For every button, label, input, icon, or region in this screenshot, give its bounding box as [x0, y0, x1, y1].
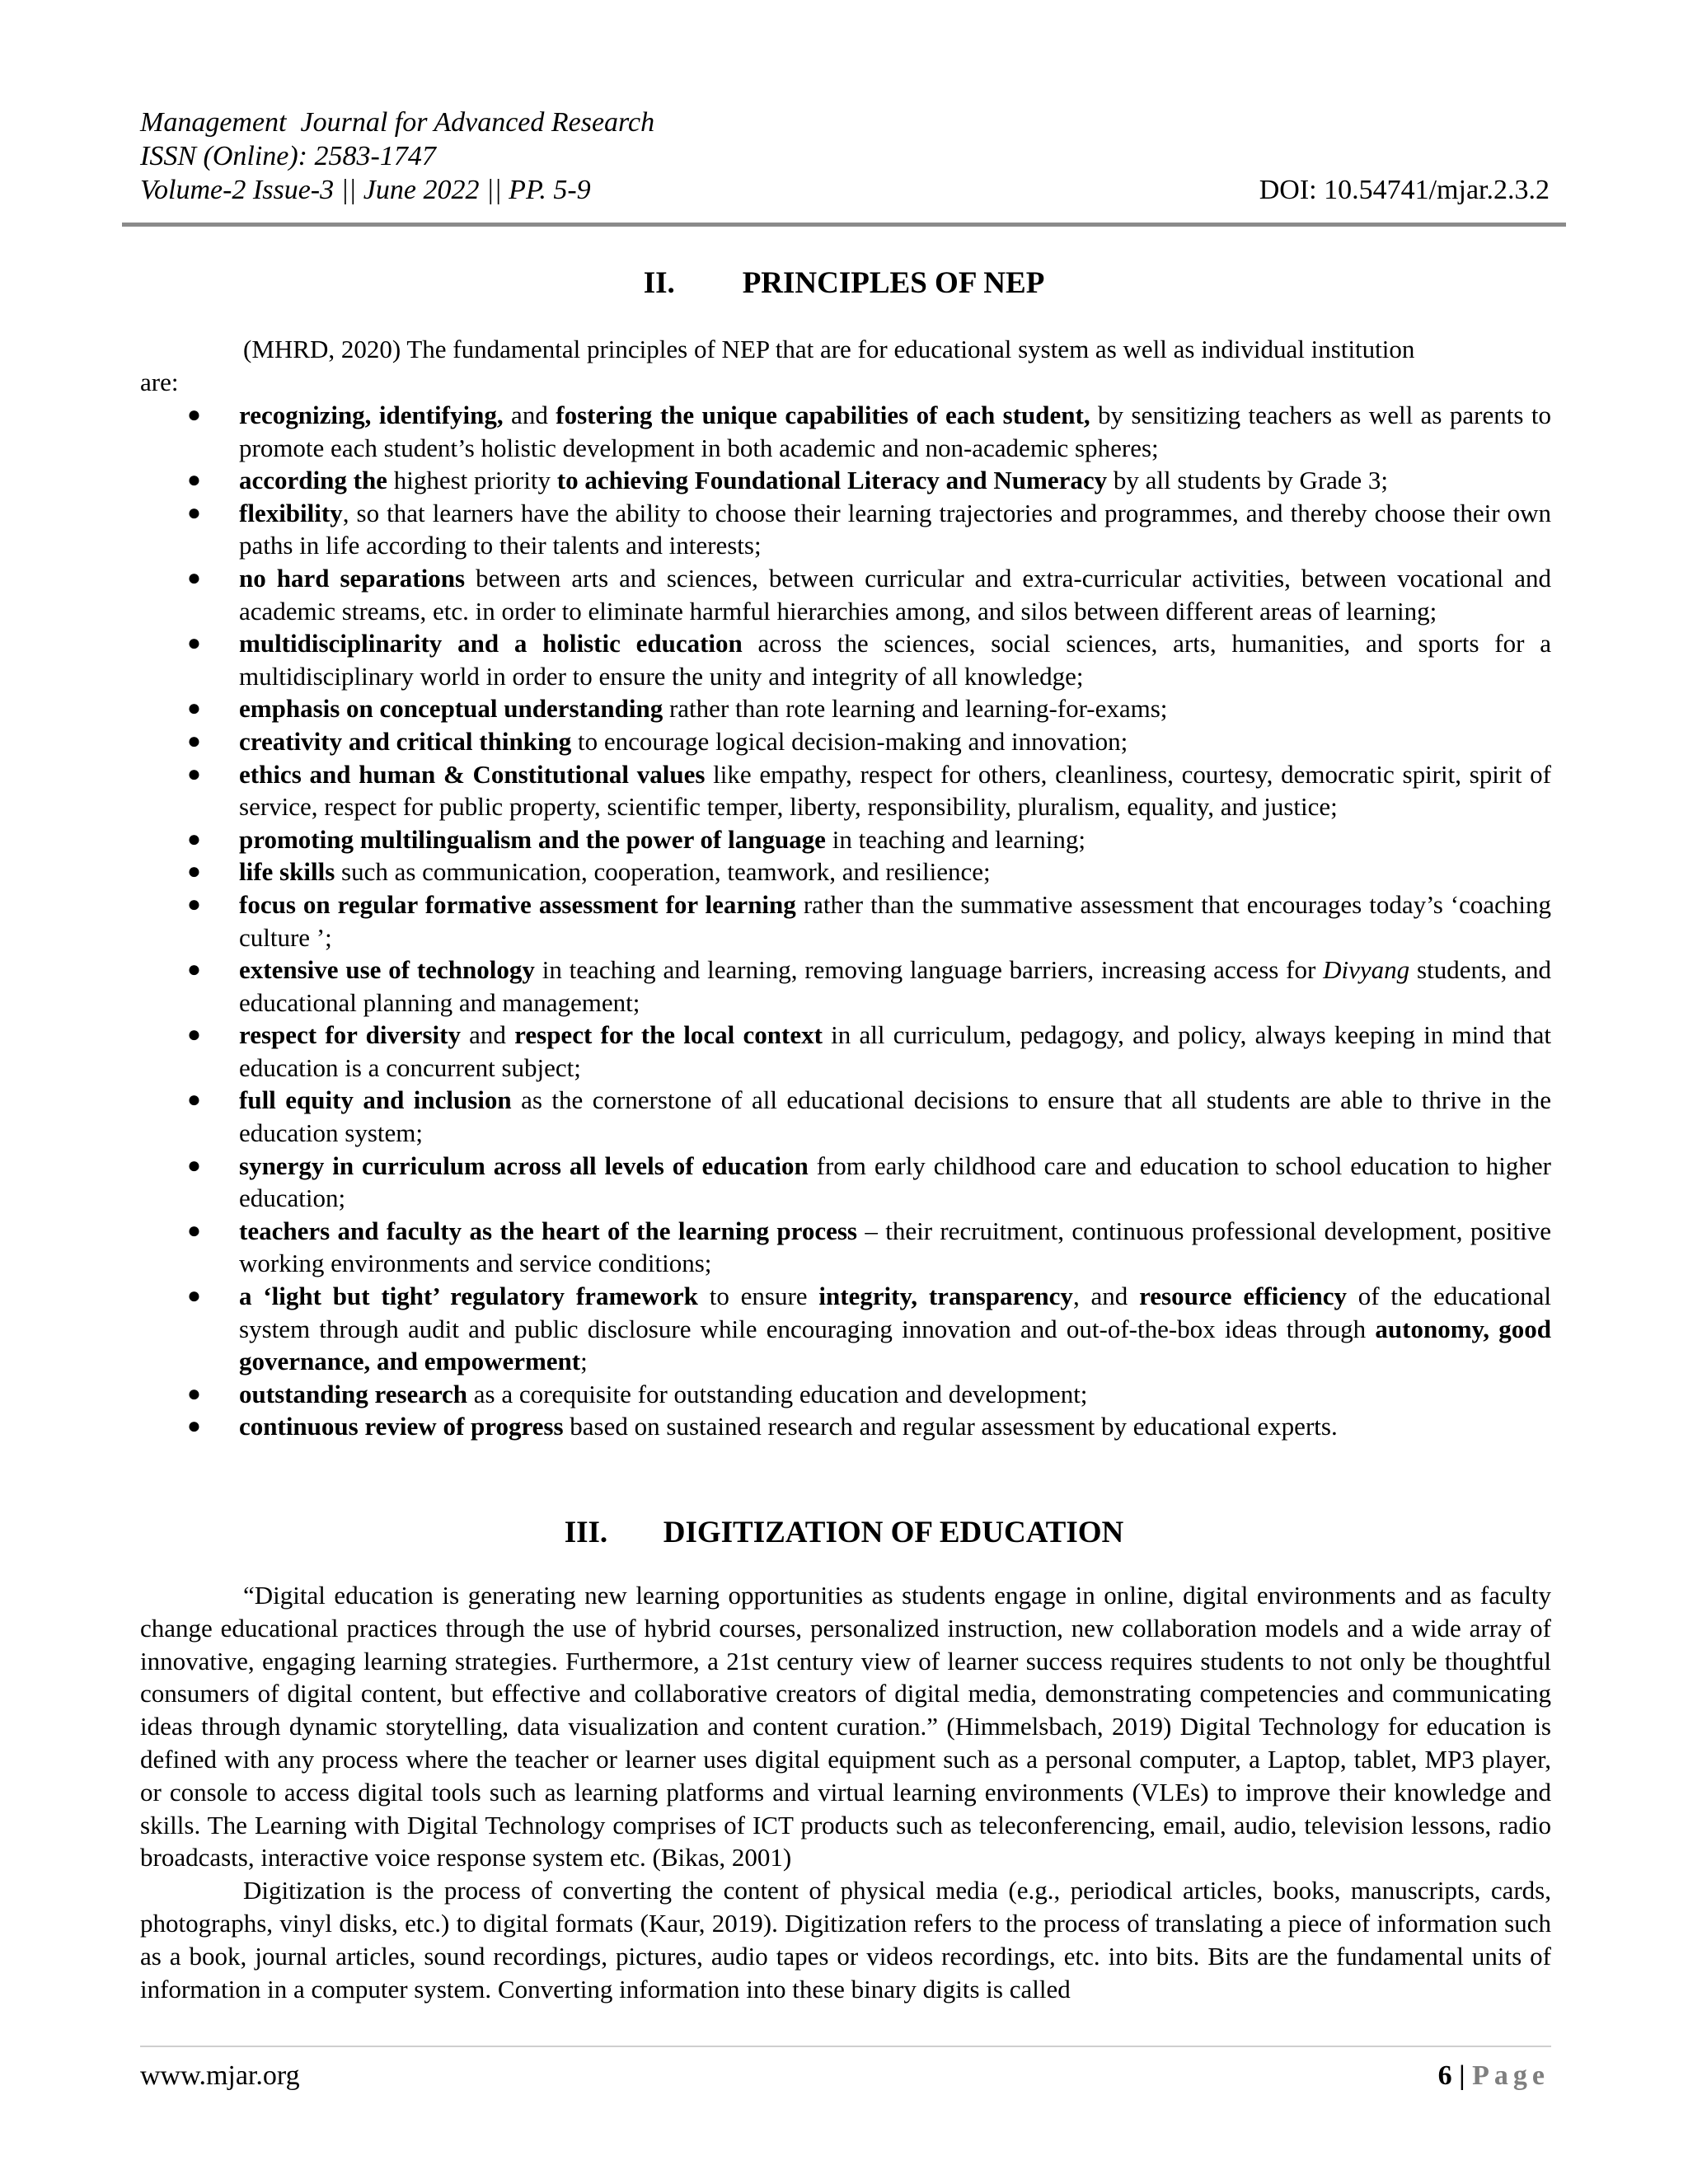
principle-item: [140, 888, 1551, 954]
principle-item: [140, 497, 1551, 562]
principle-text: creativity and critical thinking: [239, 726, 572, 756]
bullet-icon: ●: [187, 826, 201, 852]
principle-text: ;: [580, 1347, 588, 1376]
principles-list: [140, 399, 1551, 1443]
principle-item: [140, 1150, 1551, 1215]
bullet-icon: ●: [187, 1087, 201, 1113]
bullet-icon: ●: [187, 1022, 201, 1048]
principle-item: [140, 954, 1551, 1019]
bullet-icon: ●: [187, 1283, 201, 1310]
principle-text: , so that learners have the ability to choose their learning trajectories and programmes, and thereby choose their own paths in life according to their talents and interests;: [239, 498, 1551, 560]
bullet-icon: ●: [187, 467, 201, 494]
page-word: Page: [1472, 2060, 1550, 2091]
principle-text: such as communication, cooperation, teamwork, and resilience;: [335, 857, 991, 887]
bullet-icon: ●: [187, 1217, 201, 1244]
principle-text: full equity and inclusion: [239, 1085, 512, 1115]
principle-item: [140, 823, 1551, 856]
principle-text: across the sciences, social sciences, arts, humanities, and sports for a multidisciplinary world in order to ensure the unity and integrity of all knowledge;: [239, 629, 1551, 691]
page-number: 6: [1437, 2060, 1452, 2091]
principle-text: to encourage logical decision-making and innovation;: [571, 726, 1128, 756]
principle-text: fostering the unique capabilities of each student,: [556, 401, 1090, 429]
principle-item: [140, 399, 1551, 464]
section-title: DIGITIZATION OF EDUCATION: [663, 1516, 1124, 1549]
principle-item: [140, 562, 1551, 627]
principle-item: [140, 855, 1551, 888]
principle-text: in teaching and learning;: [825, 824, 1086, 854]
principle-text: to ensure: [697, 1282, 819, 1311]
bullet-icon: ●: [187, 1413, 201, 1440]
principle-item: [140, 464, 1551, 497]
principle-item: [140, 758, 1551, 823]
principle-text: autonomy, good governance, and empowerment: [239, 1314, 1551, 1376]
principle-text: as the cornerstone of all educational decisions to ensure that all students are able to thrive in the education system;: [239, 1085, 1551, 1148]
principle-text: a ‘light but tight’ regulatory framework: [239, 1282, 698, 1311]
principle-item: [140, 1378, 1551, 1411]
principle-text: between arts and sciences, between curricular and extra-curricular activities, between vocational and academic streams, etc. in order to eliminate harmful hierarchies among, and silos between different areas of learning;: [239, 563, 1551, 626]
principle-text: by all students by Grade 3;: [1107, 466, 1389, 495]
intro-paragraph: [140, 333, 1551, 366]
bullet-icon: ●: [187, 761, 201, 787]
principle-text: no hard separations: [239, 563, 466, 593]
paragraph: “Digital education is generating new learning opportunities as students engage in online, digital environments and as faculty change educational practices through the use of hybrid courses, personalized instruction, new collaboration models and a wide array of innovative, engaging learning strategies. Furthermore, a 21st century view of learner success requires students to not only be thoughtful consumers of digital content, but effective and collaborative creators of digital media, demonstrating competencies and communicating ideas through dynamic storytelling, data visualization and content curation.” (Himmelsbach, 2019) Digital Technology for education is defined with any process where the teacher or learner uses digital equipment such as a personal computer, a Laptop, tablet, MP3 player, or console to access digital tools such as learning platforms and virtual learning environments (VLEs) to improve their knowledge and skills. The Learning with Digital Technology comprises of ICT products such as teleconferencing, email, audio, television lessons, radio broadcasts, interactive voice response system etc. (Bikas, 2001): [140, 1581, 1551, 1872]
principle-text: life skills: [239, 857, 335, 887]
bullet-icon: ●: [187, 696, 201, 722]
principle-text: in all curriculum, pedagogy, and policy, always keeping in mind that education is a concurrent subject;: [239, 1020, 1552, 1082]
principle-text: and: [503, 401, 556, 429]
principle-item: [140, 1215, 1551, 1280]
principle-item: [140, 1280, 1551, 1378]
principle-text: recognizing, identifying,: [239, 401, 504, 429]
principle-item: [140, 627, 1551, 692]
principle-item: [140, 1019, 1551, 1084]
bullet-icon: ●: [187, 565, 201, 591]
principle-text: flexibility: [239, 498, 343, 527]
header-divider: [122, 223, 1566, 227]
intro-continuation: are:: [140, 368, 179, 396]
volume-line: Volume-2 Issue-3 || June 2022 || PP. 5-9: [140, 175, 591, 205]
principle-text: like empathy, respect for others, cleanliness, courtesy, democratic spirit, spirit of service, respect for public property, scientific temper, liberty, responsibility, pluralism, equality, and justice;: [239, 759, 1551, 822]
principle-text: – their recruitment, continuous professional development, positive working environments and service conditions;: [239, 1216, 1551, 1278]
bullet-icon: ●: [187, 402, 201, 428]
principle-text: rather than the summative assessment that encourages today’s ‘coaching culture ’;: [239, 889, 1551, 952]
principle-item: [140, 1410, 1551, 1443]
principle-text: students, and educational planning and management;: [239, 955, 1551, 1017]
principle-text: rather than rote learning and learning-for-exams;: [663, 694, 1168, 724]
page-indicator: [1438, 2059, 1550, 2093]
principle-text: , and: [1072, 1282, 1140, 1311]
digitization-body: [140, 1579, 1551, 2005]
principle-text: integrity, transparency: [818, 1282, 1073, 1311]
principle-text: to achieving Foundational Literacy and Numeracy: [556, 466, 1108, 495]
section-number: II.: [643, 266, 675, 300]
principle-text: highest priority: [387, 466, 557, 495]
principle-text: extensive use of technology: [239, 955, 535, 985]
bullet-icon: ●: [187, 957, 201, 983]
journal-name: Management Journal for Advanced Research: [140, 107, 655, 138]
principle-text: multidisciplinarity and a holistic education: [239, 629, 743, 658]
principle-text: focus on regular formative assessment for learning: [239, 889, 796, 919]
principle-text: according the: [239, 466, 387, 495]
bullet-icon: ●: [187, 630, 201, 657]
principle-text: of the educational system through audit and public disclosure while encouraging innovation and out-of-the-box ideas through: [239, 1282, 1551, 1343]
page-separator: |: [1451, 2060, 1473, 2091]
principle-text: as a corequisite for outstanding education and development;: [467, 1379, 1088, 1408]
principle-item: [140, 692, 1551, 725]
section-heading-digitization: [0, 1515, 1688, 1551]
website-link[interactable]: www.mjar.org: [140, 2060, 300, 2091]
bullet-icon: ●: [187, 891, 201, 917]
intro-text: (MHRD, 2020) The fundamental principles of NEP that are for educational system as well as individual institution: [243, 335, 1415, 363]
principle-text: respect for the local context: [514, 1020, 823, 1050]
principle-text: in teaching and learning, removing language barriers, increasing access for: [534, 955, 1324, 985]
principle-text: emphasis on conceptual understanding: [239, 694, 663, 724]
principle-text: ethics and human & Constitutional values: [239, 759, 706, 789]
principle-text: outstanding research: [239, 1379, 468, 1408]
bullet-icon: ●: [187, 1380, 201, 1407]
footer-divider: [140, 2046, 1551, 2047]
section-number: III.: [564, 1516, 608, 1549]
section-title: PRINCIPLES OF NEP: [742, 266, 1045, 300]
principle-text: by sensitizing teachers as well as parents to promote each student’s holistic development in both academic and non-academic spheres;: [239, 401, 1551, 462]
principle-text: continuous review of progress: [239, 1412, 564, 1441]
principle-text: teachers and faculty as the heart of the learning process: [239, 1216, 857, 1245]
section-heading-principles: [0, 265, 1688, 302]
bullet-icon: ●: [187, 1152, 201, 1179]
issn-line: ISSN (Online): 2583-1747: [140, 141, 436, 171]
paragraph: Digitization is the process of converting the content of physical media (e.g., periodical articles, books, manuscripts, cards, photographs, vinyl disks, etc.) to digital formats (Kaur, 2019). Digitization refers to the process of translating a piece of information such as a book, journal articles, sound recordings, pictures, audio tapes or videos recordings, etc. into bits. Bits are the fundamental units of information in a computer system. Converting information into these binary digits is called: [140, 1876, 1551, 2004]
bullet-icon: ●: [187, 728, 201, 754]
doi-link[interactable]: DOI: 10.54741/mjar.2.3.2: [1259, 175, 1550, 205]
principle-text: Divyang: [1323, 955, 1410, 985]
principle-text: synergy in curriculum across all levels of education: [239, 1151, 809, 1180]
bullet-icon: ●: [187, 859, 201, 885]
principle-text: promoting multilingualism and the power of language: [239, 824, 826, 854]
principle-text: from early childhood care and education to school education to higher education;: [239, 1151, 1551, 1213]
principle-text: based on sustained research and regular assessment by educational experts.: [563, 1412, 1338, 1441]
principle-text: and: [460, 1020, 515, 1050]
principle-item: [140, 725, 1551, 758]
principle-text: respect for diversity: [239, 1020, 461, 1050]
principle-item: [140, 1084, 1551, 1149]
principle-text: resource efficiency: [1139, 1282, 1347, 1311]
bullet-icon: ●: [187, 499, 201, 526]
